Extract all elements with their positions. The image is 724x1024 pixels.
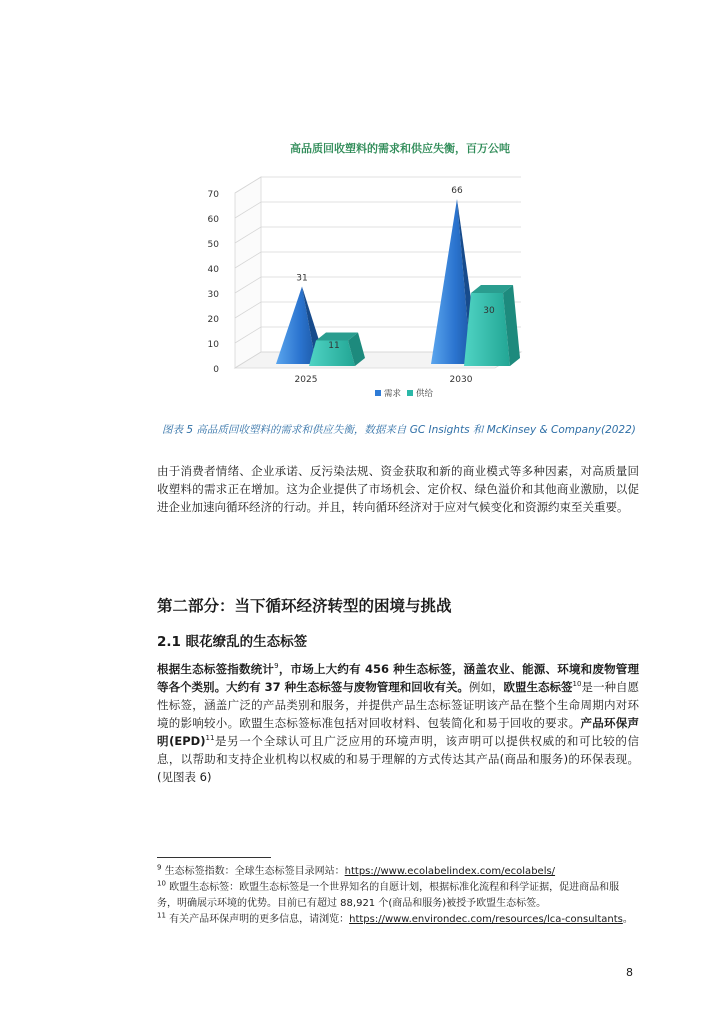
footnote-11-end: 。 [622, 914, 633, 925]
x-tick-label: 2030 [449, 375, 473, 385]
gridline [235, 252, 521, 268]
section-title: 第二部分：当下循环经济转型的困境与挑战 [157, 597, 452, 615]
data-label-demand-2030: 66 [451, 186, 463, 196]
footnote-10-number: 10 [157, 879, 166, 888]
footnote-ref-9[interactable]: 9 [274, 662, 279, 671]
para2-epd: 产品环保声明(EPD) [157, 716, 640, 748]
footnote-ref-11[interactable]: 11 [205, 734, 215, 743]
legend-swatch-1 [407, 390, 413, 396]
data-label-supply-2030: 30 [483, 306, 495, 316]
y-tick-label: 30 [207, 290, 219, 300]
para2-stats: ，市场上大约有 456 种生态标签，涵盖农业、能源、环境和废物管理等各个类别。大约有 37 种生态标签与废物管理和回收有关。 [157, 662, 640, 694]
gridline [235, 177, 521, 193]
paragraph-demand: 由于消费者情绪、企业承诺、反污染法规、资金获取和新的商业模式等多种因素，对高质量回收塑料的需求正在增加。这为企业提供了市场机会、定价权、绿色溢价和其他商业激励，以促进企业加速向循环经济的行动。并且，转向循环经济对于应对气候变化和资源约束至关重要。 [157, 464, 639, 514]
footnote-10-text: 欧盟生态标签：欧盟生态标签是一个世界知名的自愿计划，根据标准化流程和科学证据，促进商品和服务，明确展示环境的优势。目前已有超过 88,921 个(商品和服务)被授予欧盟生态标签。 [157, 882, 620, 909]
para2-epd-desc: 是另一个全球认可且广泛应用的环境声明，该声明可以提供权威的和可比较的信息，以帮助和支持企业机构以权威的和易于理解的方式传达其产品(商品和服务)的环保表现。(见图表 6) [157, 734, 640, 784]
footnote-ref-10[interactable]: 10 [572, 680, 582, 689]
y-tick-label: 70 [207, 190, 219, 200]
paragraph-ecolabels [157, 660, 639, 786]
footnote-11-link[interactable]: https://www.environdec.com/resources/lca-consultants [349, 914, 623, 925]
chart-side-wall [235, 177, 261, 368]
footnote-11-text: 有关产品环保声明的更多信息，请浏览： [169, 914, 350, 925]
data-label-supply-2025: 11 [328, 341, 340, 351]
chart [195, 160, 565, 410]
y-tick-label: 20 [207, 315, 219, 325]
bar-supply-2030 [464, 293, 510, 366]
footnote-10 [157, 880, 639, 912]
footnote-9-text: 生态标签指数：全球生态标签目录网站： [164, 866, 345, 877]
x-tick-label: 2025 [294, 375, 318, 385]
page-number: 8 [626, 966, 633, 979]
legend-swatch-0 [375, 390, 381, 396]
legend-label-0: 需求 [384, 389, 402, 399]
para2-lead: 根据生态标签指数统计 [157, 662, 275, 676]
gridline [235, 227, 521, 243]
para2-eu-desc: 是一种自愿性标签，涵盖广泛的产品类别和服务，并提供产品生态标签证明该产品在整个生命周期内对环境的影响较小。欧盟生态标签标准包括对回收材料、包装简化和易于回收的要求。 [157, 680, 640, 730]
footnote-11-number: 11 [157, 911, 166, 920]
footnote-9-link[interactable]: https://www.ecolabelindex.com/ecolabels/ [344, 866, 556, 877]
figure-caption: 图表 5 高品质回收塑料的需求和供应失衡，数据来自 GC Insights 和 McKinsey & Company(2022) [162, 424, 636, 436]
y-tick-label: 40 [207, 265, 219, 275]
data-label-demand-2025: 31 [296, 273, 308, 284]
footnote-9-number: 9 [157, 863, 162, 872]
y-tick-label: 10 [207, 340, 219, 350]
footnote-9 [157, 864, 639, 880]
para2-eu-ecolabel: 欧盟生态标签 [503, 680, 573, 694]
y-tick-label: 50 [207, 240, 219, 250]
y-tick-label: 0 [213, 365, 219, 375]
chart-title: 高品质回收塑料的需求和供应失衡，百万公吨 [290, 142, 510, 155]
para2-example: 例如， [468, 680, 504, 694]
subsection-title: 2.1 眼花缭乱的生态标签 [157, 634, 308, 650]
footnote-11 [157, 912, 639, 928]
legend-label-1: 供给 [416, 389, 434, 399]
footnote-divider [157, 857, 271, 858]
footnotes [157, 864, 639, 928]
gridline [235, 202, 521, 218]
y-tick-label: 60 [207, 215, 219, 225]
